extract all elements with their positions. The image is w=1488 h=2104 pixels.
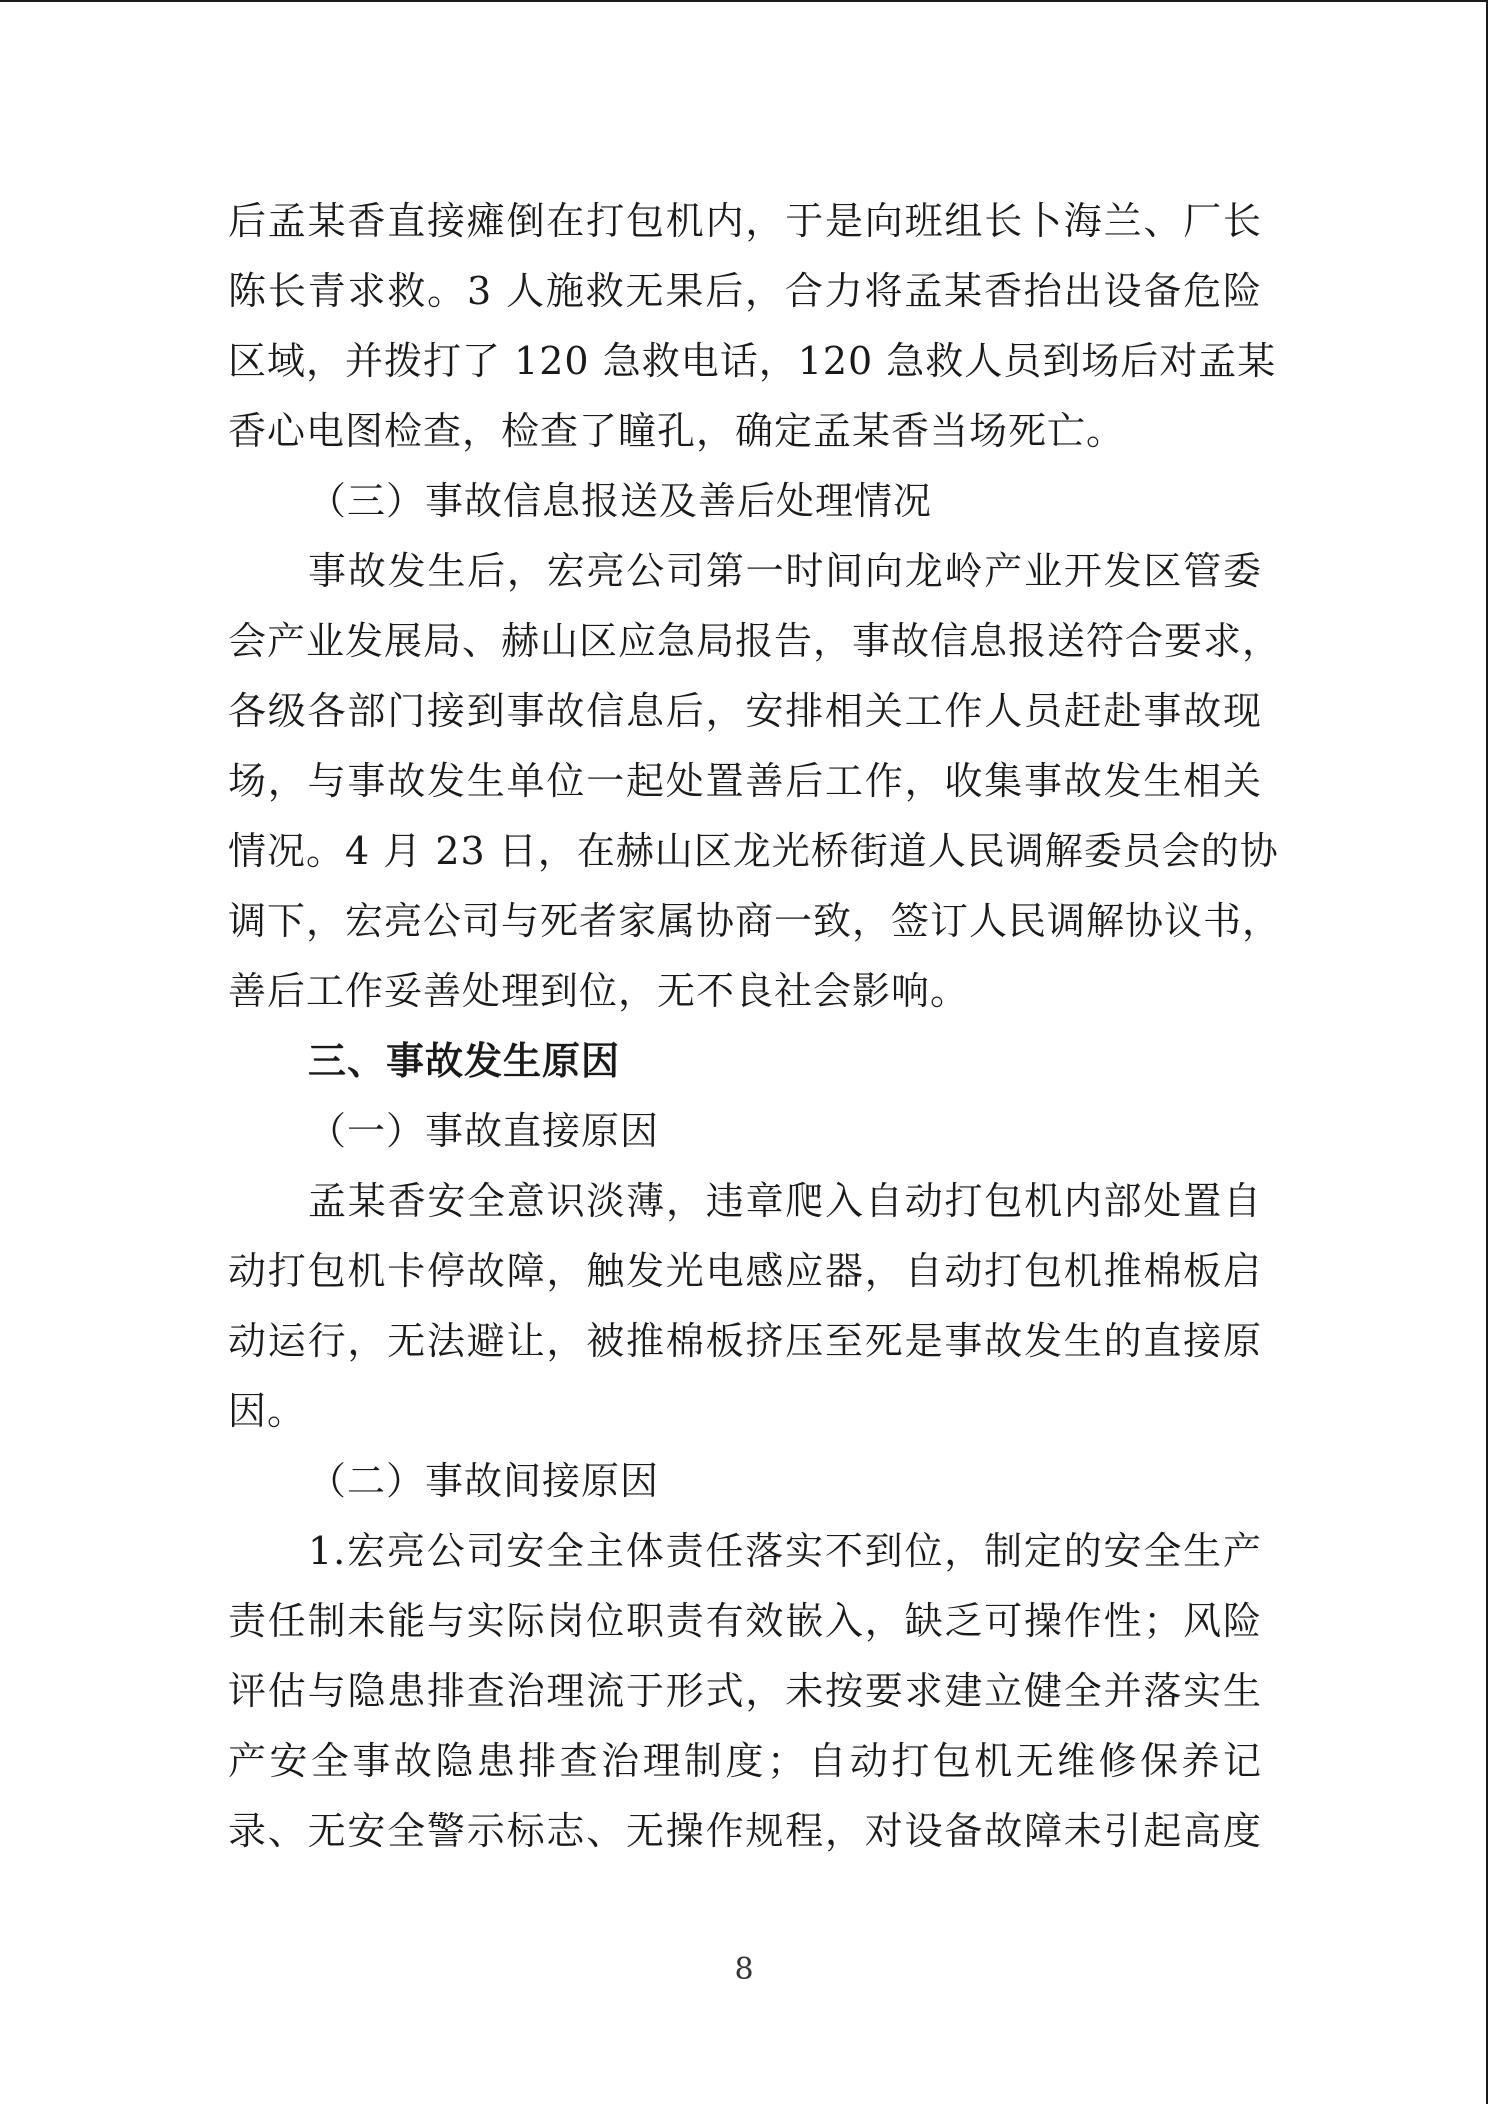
paragraph-line: 场，与事故发生单位一起处置善后工作，收集事故发生相关 bbox=[228, 759, 1262, 803]
paragraph-line: 调下，宏亮公司与死者家属协商一致，签订人民调解协议书， bbox=[228, 899, 1282, 943]
page-border-top bbox=[0, 0, 1488, 2]
section-heading: 三、事故发生原因 bbox=[308, 1039, 621, 1083]
paragraph-last-line: 善后工作妥善处理到位，无不良社会影响。 bbox=[228, 969, 970, 1013]
paragraph-first-line: 孟某香安全意识淡薄，违章爬入自动打包机内部处置自 bbox=[308, 1179, 1262, 1223]
paragraph-first-line: 1.宏亮公司安全主体责任落实不到位，制定的安全生产 bbox=[308, 1529, 1262, 1573]
paragraph-line: 评估与隐患排查治理流于形式，未按要求建立健全并落实生 bbox=[228, 1669, 1262, 1713]
subsection-heading: （二）事故间接原因 bbox=[308, 1459, 660, 1503]
subsection-heading: （一）事故直接原因 bbox=[308, 1109, 660, 1153]
paragraph-line: 后孟某香直接瘫倒在打包机内，于是向班组长卜海兰、厂长 bbox=[228, 199, 1262, 243]
paragraph-line: 陈长青求救。3 人施救无果后，合力将孟某香抬出设备危险 bbox=[228, 269, 1262, 313]
paragraph-first-line: 事故发生后，宏亮公司第一时间向龙岭产业开发区管委 bbox=[308, 549, 1262, 593]
paragraph-line: 动打包机卡停故障，触发光电感应器，自动打包机推棉板启 bbox=[228, 1249, 1262, 1293]
page-number: 8 bbox=[734, 1952, 754, 1987]
paragraph-line: 区域，并拨打了 120 急救电话，120 急救人员到场后对孟某 bbox=[228, 339, 1277, 383]
paragraph-line: 责任制未能与实际岗位职责有效嵌入，缺乏可操作性；风险 bbox=[228, 1599, 1262, 1643]
paragraph-line: 产安全事故隐患排查治理制度；自动打包机无维修保养记 bbox=[228, 1739, 1262, 1783]
paragraph-line: 动运行，无法避让，被推棉板挤压至死是事故发生的直接原 bbox=[228, 1319, 1262, 1363]
paragraph-last-line: 香心电图检查，检查了瞳孔，确定孟某香当场死亡。 bbox=[228, 409, 1126, 453]
paragraph-line: 各级各部门接到事故信息后，安排相关工作人员赶赴事故现 bbox=[228, 689, 1262, 733]
subsection-heading: （三）事故信息报送及善后处理情况 bbox=[308, 479, 933, 523]
paragraph-line: 录、无安全警示标志、无操作规程，对设备故障未引起高度 bbox=[228, 1809, 1262, 1853]
paragraph-line: 会产业发展局、赫山区应急局报告，事故信息报送符合要求， bbox=[228, 619, 1282, 663]
paragraph-line: 情况。4 月 23 日，在赫山区龙光桥街道人民调解委员会的协 bbox=[228, 829, 1279, 873]
paragraph-last-line: 因。 bbox=[228, 1389, 307, 1433]
document-body bbox=[228, 186, 1282, 1866]
